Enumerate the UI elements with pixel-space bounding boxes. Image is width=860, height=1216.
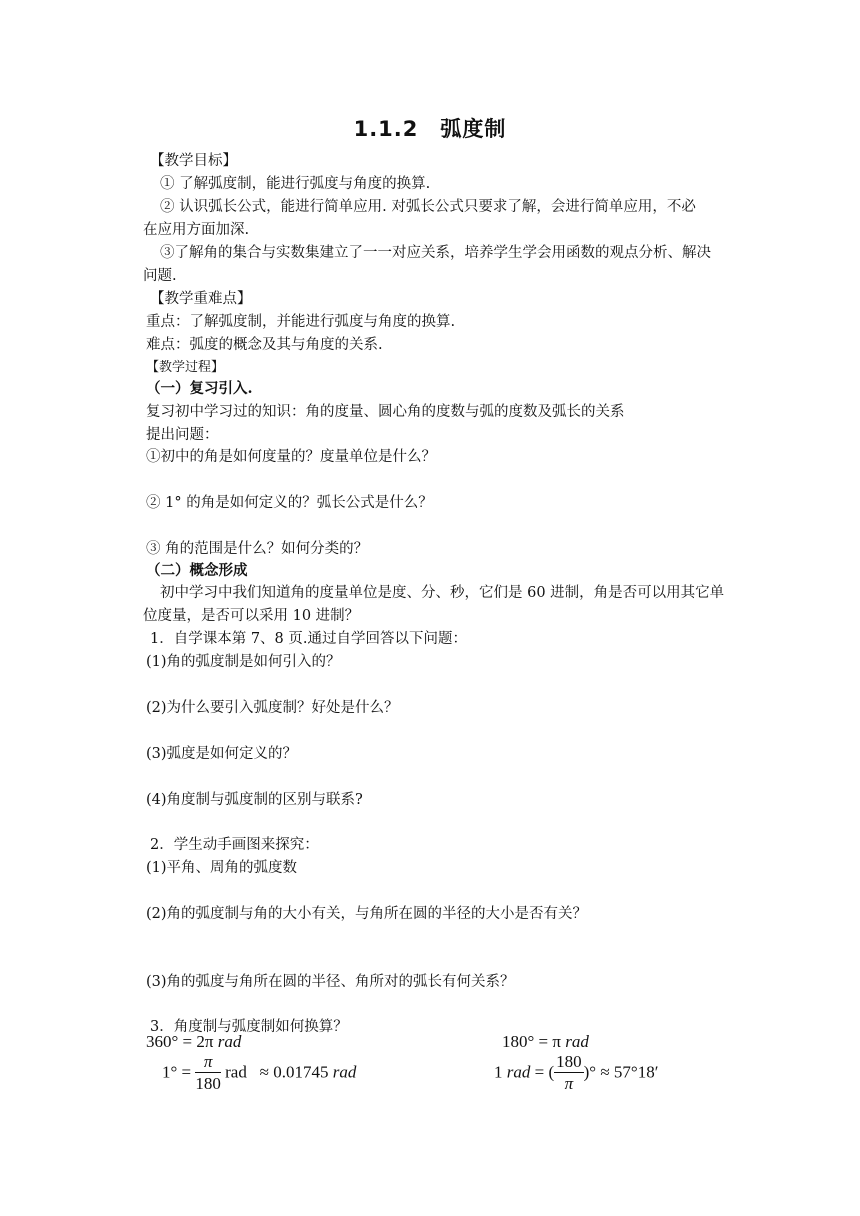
step-2-question-2: (2)角的弧度制与角的大小有关，与角所在圆的半径的大小是否有关？ <box>146 906 588 922</box>
formula-one-radian-rhs: )° ≈ 57°18′ <box>583 1062 659 1082</box>
formula-one-degree <box>162 1052 356 1095</box>
step-1-question-3: (3)弧度是如何定义的？ <box>146 746 298 762</box>
step-1-question-1: (1)角的弧度制是如何引入的？ <box>146 654 341 670</box>
step-3: 3．角度制与弧度制如何换算？ <box>150 1019 348 1035</box>
formula-180-lhs: 180° = π <box>502 1032 561 1051</box>
formula-360-unit: rad <box>217 1032 242 1051</box>
goal-item-2-cont: 在应用方面加深. <box>143 222 250 238</box>
fraction-numerator: π <box>195 1052 221 1073</box>
formula-360-degrees <box>146 1032 241 1052</box>
key-points-heading: 【教学重难点】 <box>150 291 252 307</box>
key-point: 重点：了解弧度制，并能进行弧度与角度的换算. <box>146 314 456 330</box>
question-2: ② 1° 的角是如何定义的？弧长公式是什么？ <box>146 495 433 511</box>
formula-180-unit: rad <box>565 1032 589 1051</box>
goal-item-2: ② 认识弧长公式，能进行简单应用. 对弧长公式只要求了解，会进行简单应用，不必 <box>160 199 696 215</box>
step-2-question-3: (3)角的弧度与角所在圆的半径、角所对的弧长有何关系？ <box>146 974 515 990</box>
fraction-numerator: 180 <box>556 1052 582 1071</box>
part1-text: 复习初中学习过的知识：角的度量、圆心角的度数与弧的度数及弧长的关系 <box>146 404 625 420</box>
formula-one-degree-approx-unit: rad <box>332 1062 357 1082</box>
fraction-180-over-pi <box>554 1052 584 1095</box>
step-1: 1．自学课本第 7、8 页.通过自学回答以下问题： <box>150 631 468 647</box>
formula-one-degree-unit: rad <box>225 1062 247 1082</box>
goal-item-3-cont: 问题. <box>143 268 177 284</box>
process-heading: 【教学过程】 <box>146 360 225 375</box>
page-title: 1.1.2 弧度制 <box>353 117 507 141</box>
step-1-question-2: (2)为什么要引入弧度制？好处是什么？ <box>146 700 399 716</box>
fraction-pi-over-180 <box>195 1052 221 1095</box>
step-1-question-4: (4)角度制与弧度制的区别与联系? <box>146 792 363 808</box>
question-3: ③ 角的范围是什么？如何分类的？ <box>146 541 369 557</box>
fraction-denominator: π <box>564 1074 574 1093</box>
part2-text-cont: 位度量，是否可以采用 10 进制？ <box>143 608 360 624</box>
formula-360-lhs: 360° = 2π <box>146 1032 214 1051</box>
formula-one-radian-lhs: 1 <box>494 1062 503 1082</box>
formula-one-degree-approx: ≈ 0.01745 <box>259 1062 329 1082</box>
raise-questions: 提出问题： <box>146 427 219 443</box>
goal-item-1: ① 了解弧度制，能进行弧度与角度的换算. <box>160 176 431 192</box>
goals-heading: 【教学目标】 <box>150 153 237 169</box>
difficult-point: 难点：弧度的概念及其与角度的关系. <box>146 337 383 353</box>
part2-title: （二）概念形成 <box>146 562 248 579</box>
part2-text: 初中学习中我们知道角的度量单位是度、分、秒，它们是 60 进制，角是否可以用其它单 <box>160 585 725 601</box>
question-1: ①初中的角是如何度量的？度量单位是什么？ <box>146 449 436 465</box>
formula-one-degree-lhs: 1° = <box>162 1062 192 1082</box>
part1-title: （一）复习引入. <box>146 380 253 397</box>
goal-item-3: ③了解角的集合与实数集建立了一一对应关系，培养学生学会用函数的观点分析、解决 <box>160 245 711 261</box>
step-2: 2．学生动手画图来探究： <box>150 837 319 853</box>
formula-one-radian-unit: rad <box>506 1062 531 1082</box>
formula-one-radian-eq: = ( <box>534 1062 555 1082</box>
formula-one-radian <box>494 1052 658 1095</box>
formula-180-degrees <box>502 1032 589 1052</box>
fraction-denominator: 180 <box>195 1074 221 1093</box>
step-2-question-1: (1)平角、周角的弧度数 <box>146 860 298 876</box>
